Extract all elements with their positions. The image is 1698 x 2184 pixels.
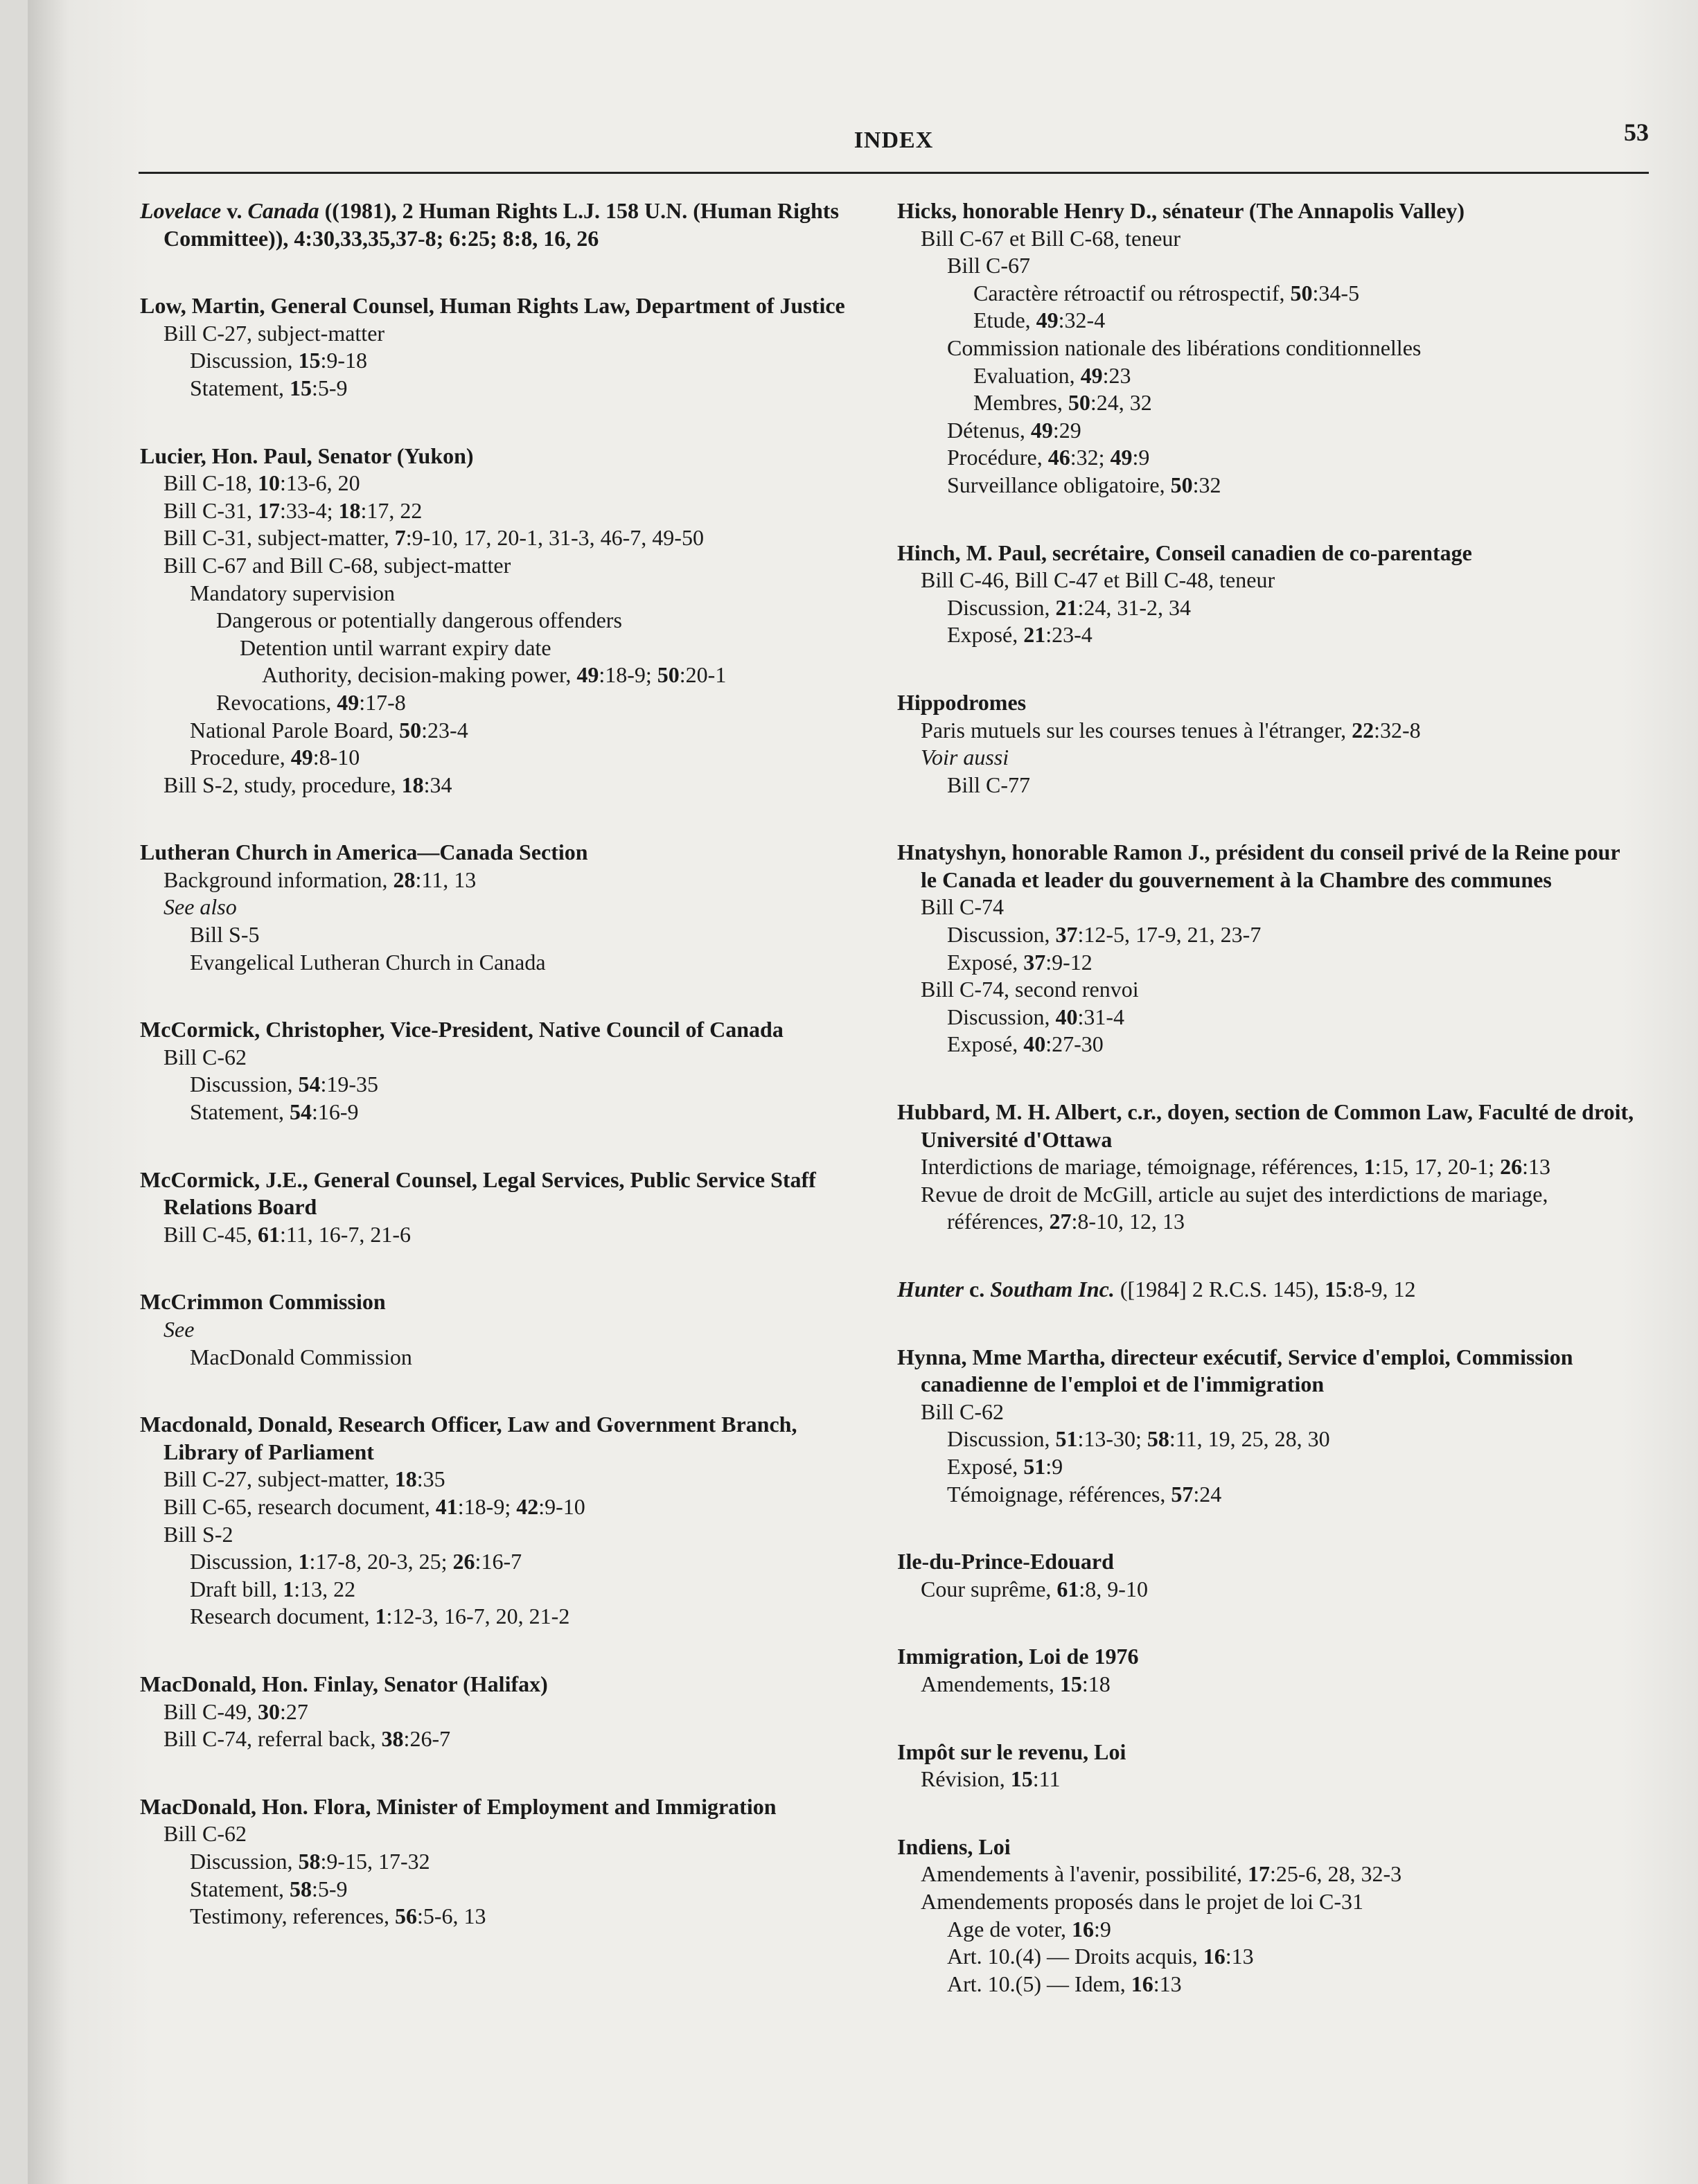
entry-subline: Evaluation, 49:23 xyxy=(973,362,1131,388)
entry-subline: Voir aussi xyxy=(921,745,1009,770)
header-title: INDEX xyxy=(854,127,934,153)
entry-subline: Discussion, 54:19-35 xyxy=(190,1072,378,1097)
entry-subline: Statement, 54:16-9 xyxy=(190,1099,359,1125)
entry-subline: Bill C-74, second renvoi xyxy=(921,977,1139,1002)
entry-heading: McCormick, J.E., General Counsel, Legal Services, Public Service Staff Relations Board xyxy=(140,1166,816,1220)
entry-subline: Procedure, 49:8-10 xyxy=(190,745,360,770)
entry-subline: Amendements à l'avenir, possibilité, 17:25-6, 28, 32-3 xyxy=(921,1861,1402,1887)
entry-heading: Hinch, M. Paul, secrétaire, Conseil canadien de co-parentage xyxy=(897,540,1472,565)
entry-subline: Bill C-74 xyxy=(921,894,1005,920)
entry-subline: Bill C-65, research document, 41:18-9; 42:9-10 xyxy=(163,1493,585,1519)
entry-subline: Amendements, 15:18 xyxy=(921,1671,1111,1696)
entry-subline: Exposé, 51:9 xyxy=(947,1453,1063,1479)
index-entry xyxy=(140,839,867,976)
index-entry xyxy=(897,1276,1638,1304)
entry-subline: Amendements proposés dans le projet de loi C-31 xyxy=(921,1888,1363,1914)
index-entry xyxy=(897,1099,1638,1236)
entry-subline: Revocations, 49:17-8 xyxy=(216,689,406,715)
index-entry xyxy=(140,292,867,402)
entry-subline: MacDonald Commission xyxy=(190,1344,412,1369)
entry-subline: Commission nationale des libérations conditionnelles xyxy=(947,335,1422,360)
entry-heading: Hicks, honorable Henry D., sénateur (The Annapolis Valley) xyxy=(897,198,1465,223)
index-entry xyxy=(140,1671,867,1753)
index-entry xyxy=(897,839,1638,1058)
entry-heading: MacDonald, Hon. Finlay, Senator (Halifax) xyxy=(140,1671,548,1696)
entry-subline: National Parole Board, 50:23-4 xyxy=(190,717,468,743)
index-entry xyxy=(897,1548,1638,1603)
entry-subline: Testimony, references, 56:5-6, 13 xyxy=(190,1903,486,1929)
entry-subline: Surveillance obligatoire, 50:32 xyxy=(947,472,1221,497)
entry-heading: Hunter c. Southam Inc. ([1984] 2 R.C.S. 145), 15:8-9, 12 xyxy=(897,1277,1416,1302)
entry-subline: Evangelical Lutheran Church in Canada xyxy=(190,949,546,975)
index-entry xyxy=(897,1344,1638,1509)
entry-heading: Lutheran Church in America—Canada Section xyxy=(140,840,588,865)
entry-subline: Age de voter, 16:9 xyxy=(947,1916,1111,1942)
entry-heading: MacDonald, Hon. Flora, Minister of Employment and Immigration xyxy=(140,1793,777,1819)
index-entry xyxy=(140,443,867,799)
entry-subline: Bill C-62 xyxy=(163,1821,247,1847)
entry-subline: Révision, 15:11 xyxy=(921,1766,1061,1792)
entry-subline: Bill C-46, Bill C-47 et Bill C-48, teneur xyxy=(921,567,1275,593)
index-entry xyxy=(897,1739,1638,1793)
entry-heading: Ile-du-Prince-Edouard xyxy=(897,1549,1114,1574)
entry-subline: Draft bill, 1:13, 22 xyxy=(190,1576,356,1601)
entry-subline: Bill C-67 et Bill C-68, teneur xyxy=(921,225,1181,251)
entry-subline: Research document, 1:12-3, 16-7, 20, 21-2 xyxy=(190,1604,570,1629)
page-number: 53 xyxy=(1624,118,1649,146)
entry-subline: Dangerous or potentially dangerous offenders xyxy=(216,607,622,633)
entry-subline: Statement, 15:5-9 xyxy=(190,375,348,400)
index-entry xyxy=(897,1834,1638,1998)
entry-subline: Exposé, 37:9-12 xyxy=(947,949,1093,975)
entry-subline: Témoignage, références, 57:24 xyxy=(947,1481,1222,1507)
entry-subline: Bill C-18, 10:13-6, 20 xyxy=(163,470,360,496)
index-page xyxy=(28,0,1698,2184)
index-entry xyxy=(897,540,1638,649)
entry-heading: Hnatyshyn, honorable Ramon J., président du conseil privé de la Reine pour le Canada et leader du gouvernement à la Chambre des communes xyxy=(897,840,1620,892)
entry-heading: Macdonald, Donald, Research Officer, Law and Government Branch, Library of Parliament xyxy=(140,1412,797,1464)
entry-subline: Bill S-5 xyxy=(190,922,260,948)
entry-subline: Mandatory supervision xyxy=(190,580,395,605)
index-entry xyxy=(140,1793,867,1930)
entry-subline: Discussion, 37:12-5, 17-9, 21, 23-7 xyxy=(947,922,1262,948)
entry-heading: Indiens, Loi xyxy=(897,1834,1011,1859)
entry-subline: Discussion, 58:9-15, 17-32 xyxy=(190,1848,430,1874)
entry-subline: Art. 10.(4) — Droits acquis, 16:13 xyxy=(947,1944,1254,1969)
entry-subline: Bill C-67 and Bill C-68, subject-matter xyxy=(163,552,511,578)
entry-subline: Art. 10.(5) — Idem, 16:13 xyxy=(947,1971,1182,1996)
index-entry xyxy=(140,1016,867,1126)
entry-heading: Hippodromes xyxy=(897,689,1027,715)
entry-subline: Exposé, 21:23-4 xyxy=(947,622,1093,648)
entry-subline: See also xyxy=(163,894,237,920)
entry-subline: Bill C-31, 17:33-4; 18:17, 22 xyxy=(163,497,423,523)
entry-subline: Bill C-74, referral back, 38:26-7 xyxy=(163,1726,451,1752)
page-header xyxy=(139,118,1649,174)
left-column xyxy=(140,197,867,1971)
entry-subline: Bill C-49, 30:27 xyxy=(163,1698,308,1724)
entry-heading: Hynna, Mme Martha, directeur exécutif, Service d'emploi, Commission canadienne de l'emploi et de l'immigration xyxy=(897,1344,1573,1397)
entry-heading: Immigration, Loi de 1976 xyxy=(897,1644,1139,1669)
entry-subline: Détenus, 49:29 xyxy=(947,417,1081,443)
entry-subline: Discussion, 40:31-4 xyxy=(947,1004,1124,1029)
entry-heading: McCrimmon Commission xyxy=(140,1289,386,1315)
entry-heading: Impôt sur le revenu, Loi xyxy=(897,1739,1126,1764)
entry-subline: Statement, 58:5-9 xyxy=(190,1876,348,1901)
entry-subline: Procédure, 46:32; 49:9 xyxy=(947,445,1150,470)
index-entry xyxy=(897,1643,1638,1698)
index-entry xyxy=(897,197,1638,499)
entry-subline: Detention until warrant expiry date xyxy=(240,634,551,660)
entry-subline: Etude, 49:32-4 xyxy=(973,308,1106,333)
entry-subline: Bill C-31, subject-matter, 7:9-10, 17, 20-1, 31-3, 46-7, 49-50 xyxy=(163,525,704,551)
entry-subline: Bill C-45, 61:11, 16-7, 21-6 xyxy=(163,1221,412,1247)
entry-subline: See xyxy=(163,1317,195,1342)
index-entry xyxy=(140,1288,867,1371)
entry-subline: Interdictions de mariage, témoignage, références, 1:15, 17, 20-1; 26:13 xyxy=(921,1154,1551,1180)
index-entry xyxy=(140,1166,867,1249)
entry-subline: Bill C-67 xyxy=(947,253,1031,278)
entry-subline: Bill C-62 xyxy=(921,1399,1005,1424)
entry-heading: Lucier, Hon. Paul, Senator (Yukon) xyxy=(140,443,474,468)
entry-subline: Authority, decision-making power, 49:18-9; 50:20-1 xyxy=(262,662,727,688)
entry-subline: Bill C-27, subject-matter xyxy=(163,320,385,346)
index-entry xyxy=(140,197,867,252)
entry-subline: Membres, 50:24, 32 xyxy=(973,390,1152,416)
entry-subline: Bill S-2, study, procedure, 18:34 xyxy=(163,772,452,797)
entry-heading: Low, Martin, General Counsel, Human Rights Law, Department of Justice xyxy=(140,293,845,319)
entry-subline: Caractère rétroactif ou rétrospectif, 50:34-5 xyxy=(973,280,1360,305)
index-entry xyxy=(897,689,1638,799)
entry-subline: Paris mutuels sur les courses tenues à l'étranger, 22:32-8 xyxy=(921,717,1421,743)
entry-subline: Discussion, 21:24, 31-2, 34 xyxy=(947,594,1191,620)
entry-subline: Background information, 28:11, 13 xyxy=(163,867,477,892)
entry-subline: Bill C-77 xyxy=(947,772,1031,797)
entry-subline: Bill C-27, subject-matter, 18:35 xyxy=(163,1466,445,1492)
entry-subline: Discussion, 51:13-30; 58:11, 19, 25, 28, 30 xyxy=(947,1426,1330,1452)
entry-subline: Cour suprême, 61:8, 9-10 xyxy=(921,1576,1148,1601)
index-entry xyxy=(140,1411,867,1631)
entry-heading: Lovelace v. Canada ((1981), 2 Human Rights L.J. 158 U.N. (Human Rights Committee)), 4:30,33,35,37-8; 6:25; 8:8, 16, 26 xyxy=(140,198,839,251)
entry-subline: Exposé, 40:27-30 xyxy=(947,1031,1104,1057)
entry-subline: Revue de droit de McGill, article au sujet des interdictions de mariage, références, 27:8-10, 12, 13 xyxy=(921,1181,1548,1234)
entry-subline: Discussion, 15:9-18 xyxy=(190,348,367,373)
entry-subline: Discussion, 1:17-8, 20-3, 25; 26:16-7 xyxy=(190,1549,522,1574)
right-column xyxy=(897,197,1638,2038)
entry-subline: Bill S-2 xyxy=(163,1521,233,1547)
entry-heading: McCormick, Christopher, Vice-President, Native Council of Canada xyxy=(140,1017,784,1042)
entry-subline: Bill C-62 xyxy=(163,1044,247,1069)
entry-heading: Hubbard, M. H. Albert, c.r., doyen, section de Common Law, Faculté de droit, Université d'Ottawa xyxy=(897,1099,1634,1152)
